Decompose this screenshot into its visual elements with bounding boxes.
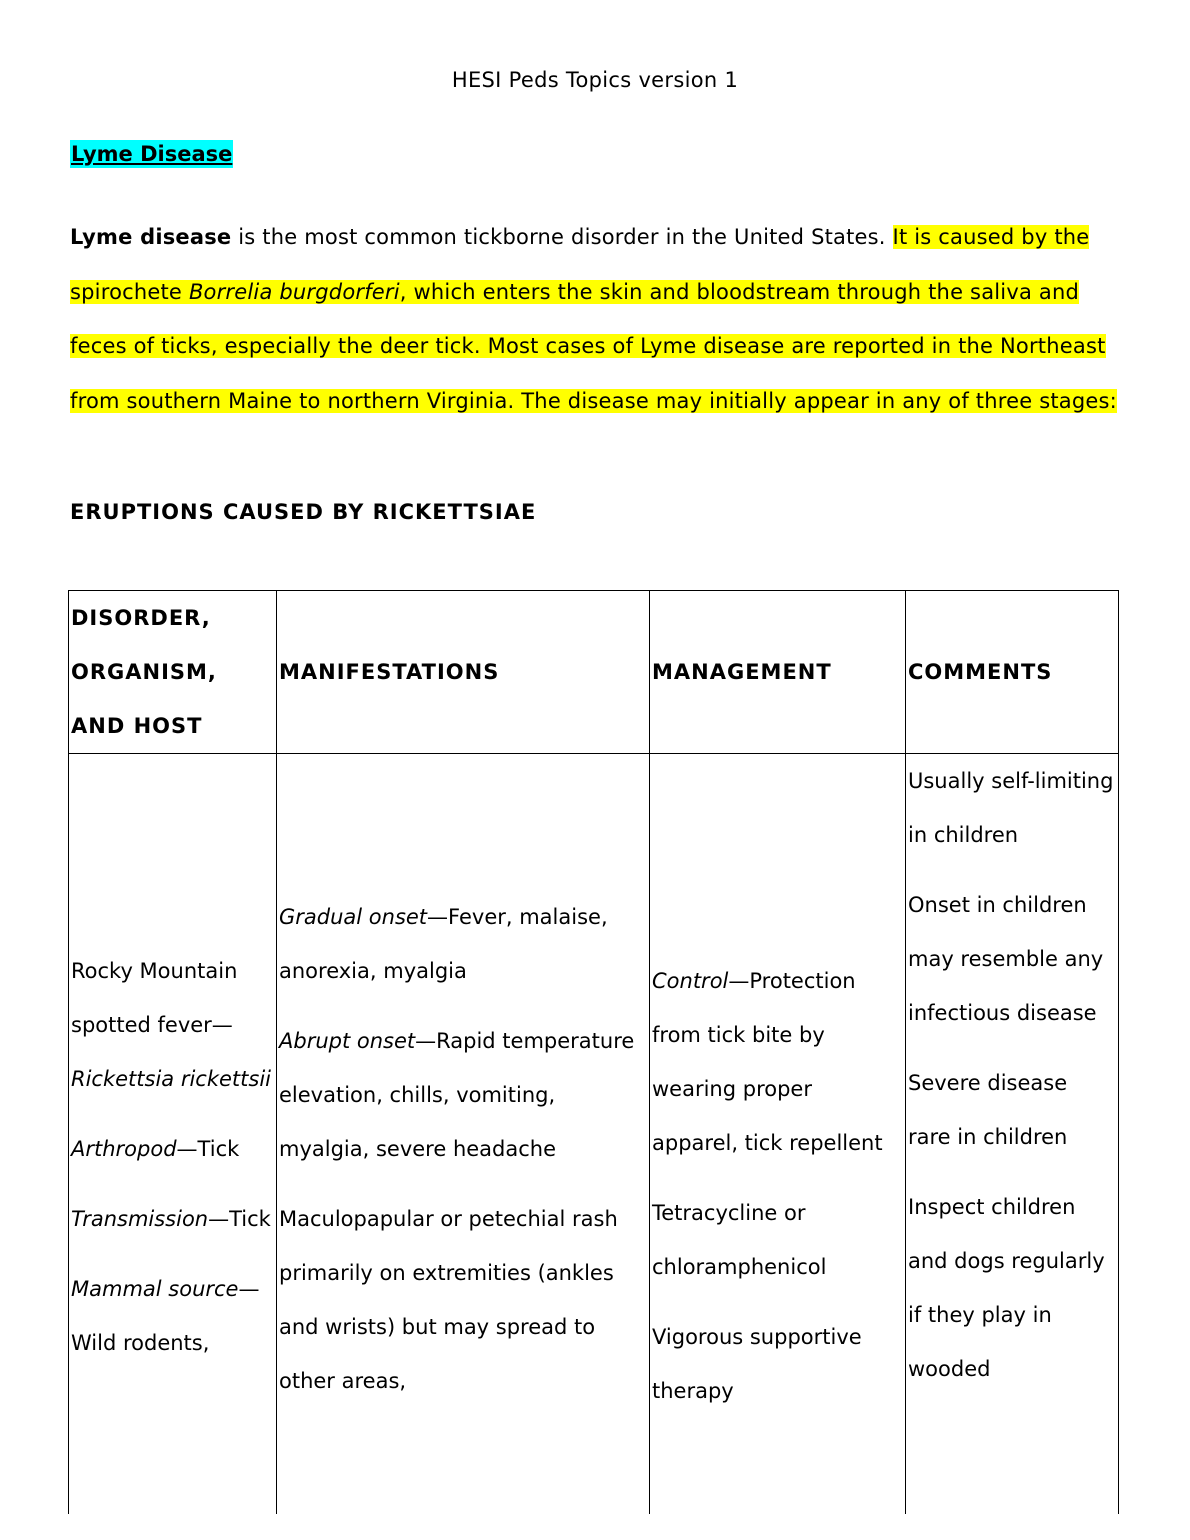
comment-item: Usually self-limiting in children	[908, 769, 1114, 847]
management-drugs: Tetracycline or chloramphenicol	[652, 1201, 827, 1279]
manifestation-abrupt: Abrupt onset—Rapid temperature elevation, chills, vomiting, myalgia, severe headache	[279, 1029, 635, 1161]
cell-management	[650, 754, 906, 1515]
disorder-name: Rocky Mountain spotted fever—Rickettsia rickettsii	[71, 959, 272, 1091]
intro-paragraph	[70, 210, 1120, 428]
highlight-2: , which enters the skin and bloodstream through the saliva and feces of ticks, especially the deer tick. Most cases of Lyme disease are reported in the Northeast from southern Maine to northern Virginia. The disease may initially appear in any of three stages:	[70, 279, 1117, 413]
rickettsiae-table	[68, 590, 1119, 1514]
intro-sentence: is the most common tickborne disorder in the United States.	[231, 225, 893, 249]
manifestation-rash: Maculopapular or petechial rash primarily on extremities (ankles and wrists) but may spread to other areas,	[279, 1207, 618, 1393]
management-control: Control—Protection from tick bite by wearing proper apparel, tick repellent	[652, 969, 883, 1155]
table-row	[69, 754, 1119, 1515]
management-support: Vigorous supportive therapy	[652, 1325, 862, 1403]
section-heading: Lyme Disease	[71, 142, 233, 166]
disorder-organism: Rickettsia rickettsii	[71, 1067, 272, 1091]
header-management: MANAGEMENT	[650, 591, 906, 754]
manifestation-gradual: Gradual onset—Fever, malaise, anorexia, myalgia	[279, 905, 608, 983]
table-title: ERUPTIONS CAUSED BY RICKETTSIAE	[70, 500, 537, 524]
cell-disorder	[69, 754, 277, 1515]
comment-item: Severe disease rare in children	[908, 1071, 1068, 1149]
cell-manifestations	[277, 754, 650, 1515]
organism-name: Borrelia burgdorferi	[188, 279, 400, 304]
cell-comments	[906, 754, 1119, 1515]
header-disorder: DISORDER, ORGANISM, AND HOST	[69, 591, 277, 754]
intro-term: Lyme disease	[70, 225, 232, 249]
page-title: HESI Peds Topics version 1	[451, 68, 739, 92]
disorder-mammal-source: Mammal source—Wild rodents,	[71, 1277, 260, 1355]
comment-item: Onset in children may resemble any infectious disease	[908, 893, 1104, 1025]
disorder-transmission: Transmission—Tick	[71, 1207, 271, 1231]
highlight-1: It is caused by the spirochete	[70, 225, 1090, 304]
header-comments: COMMENTS	[906, 591, 1119, 754]
table-header-row	[69, 591, 1119, 754]
comment-item: Inspect children and dogs regularly if they play in wooded	[908, 1195, 1105, 1381]
header-manifestations: MANIFESTATIONS	[277, 591, 650, 754]
disorder-arthropod: Arthropod—Tick	[71, 1137, 240, 1161]
